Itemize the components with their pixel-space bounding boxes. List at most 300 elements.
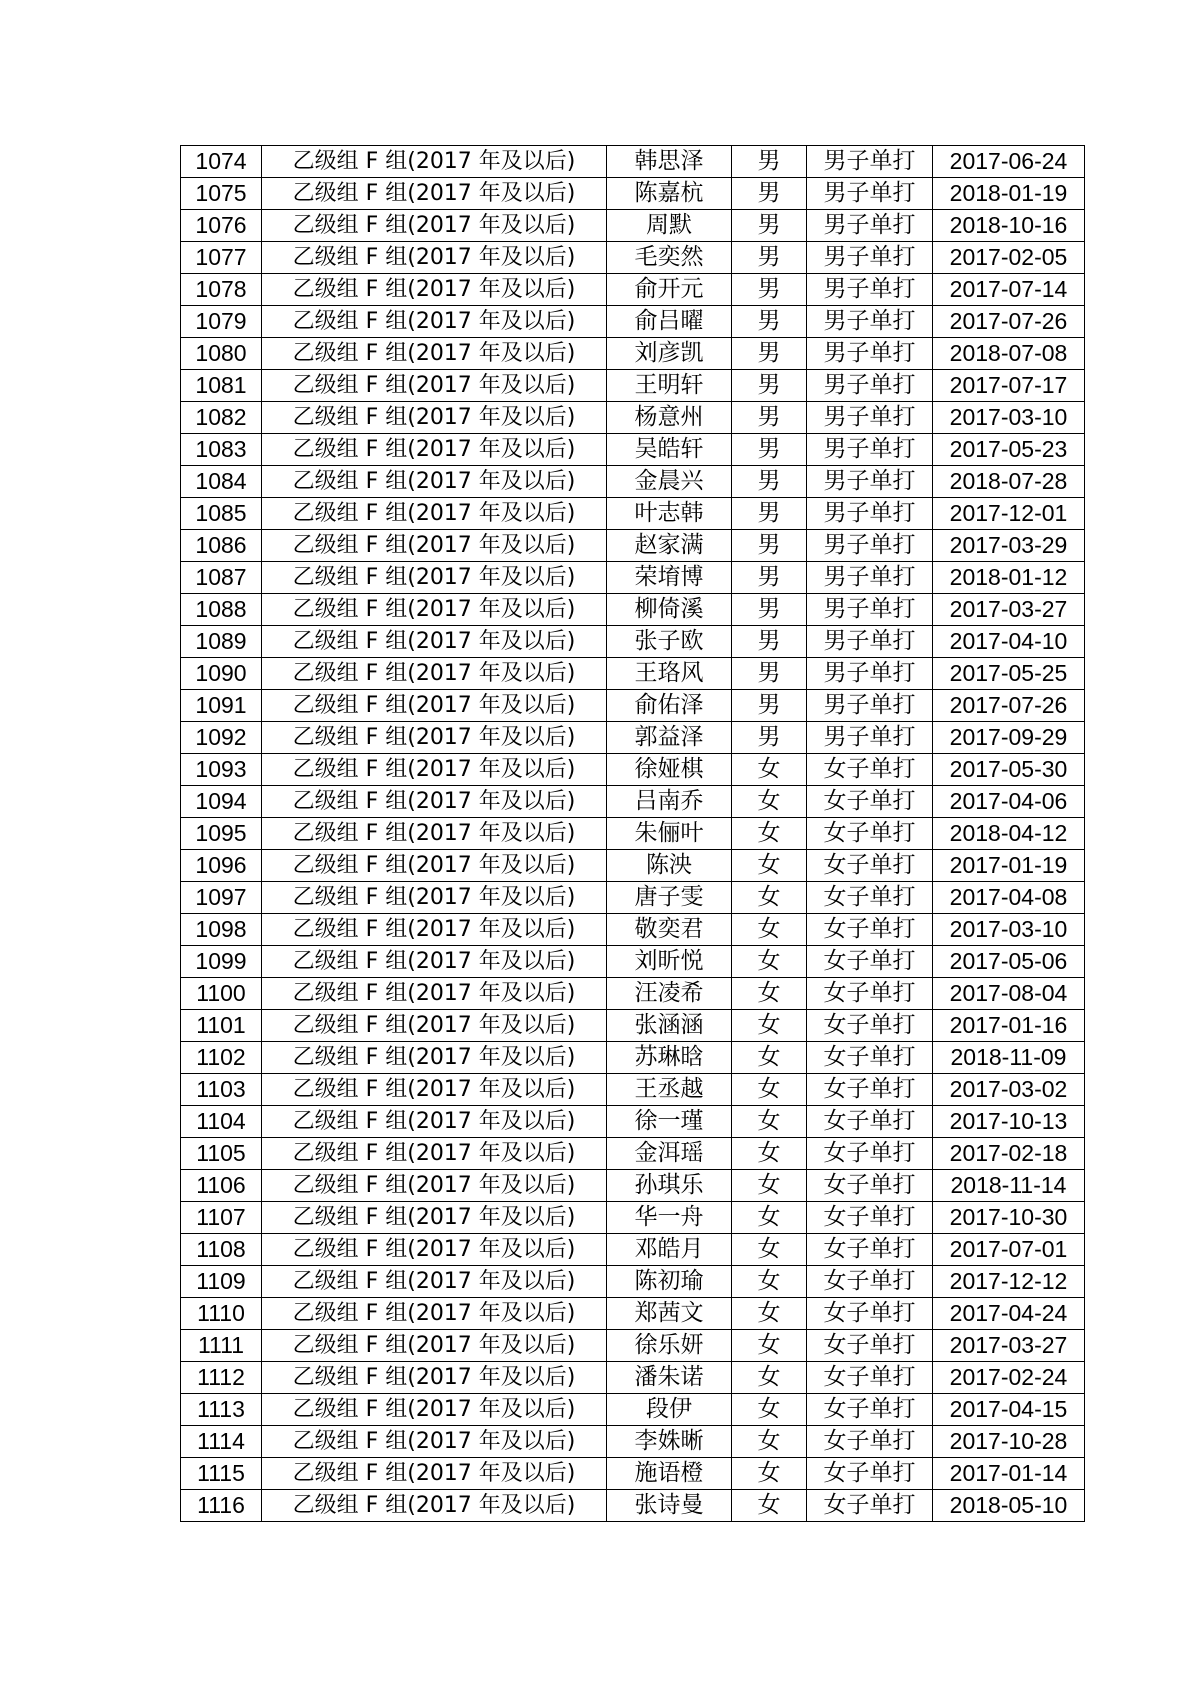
event-cell: 男子单打 (807, 498, 933, 530)
table-row (181, 1106, 1085, 1138)
gender-cell: 女 (732, 818, 807, 850)
gender-cell: 女 (732, 1074, 807, 1106)
gender-cell: 女 (732, 882, 807, 914)
age-group-cell: 乙级组 F 组(2017 年及以后) (262, 402, 607, 434)
player-name-cell: 张子欧 (607, 626, 732, 658)
player-name-cell: 毛奕然 (607, 242, 732, 274)
entry-number-cell: 1113 (181, 1394, 262, 1426)
table-row (181, 1362, 1085, 1394)
table-row (181, 722, 1085, 754)
event-cell: 男子单打 (807, 626, 933, 658)
event-cell: 女子单打 (807, 1394, 933, 1426)
player-name-cell: 金洱瑶 (607, 1138, 732, 1170)
birth-date-cell: 2017-04-15 (933, 1394, 1085, 1426)
event-cell: 女子单打 (807, 882, 933, 914)
player-name-cell: 赵家满 (607, 530, 732, 562)
table-row (181, 1010, 1085, 1042)
event-cell: 女子单打 (807, 754, 933, 786)
event-cell: 女子单打 (807, 978, 933, 1010)
table-row (181, 1042, 1085, 1074)
event-cell: 女子单打 (807, 914, 933, 946)
age-group-cell: 乙级组 F 组(2017 年及以后) (262, 1490, 607, 1522)
birth-date-cell: 2017-10-28 (933, 1426, 1085, 1458)
table-row (181, 242, 1085, 274)
gender-cell: 女 (732, 1330, 807, 1362)
birth-date-cell: 2017-03-10 (933, 402, 1085, 434)
birth-date-cell: 2017-03-27 (933, 594, 1085, 626)
event-cell: 男子单打 (807, 530, 933, 562)
gender-cell: 男 (732, 562, 807, 594)
event-cell: 女子单打 (807, 1266, 933, 1298)
entry-number-cell: 1076 (181, 210, 262, 242)
roster-body (181, 146, 1085, 1522)
birth-date-cell: 2018-11-09 (933, 1042, 1085, 1074)
event-cell: 男子单打 (807, 178, 933, 210)
table-row (181, 690, 1085, 722)
birth-date-cell: 2017-05-23 (933, 434, 1085, 466)
table-row (181, 498, 1085, 530)
age-group-cell: 乙级组 F 组(2017 年及以后) (262, 1330, 607, 1362)
birth-date-cell: 2017-09-29 (933, 722, 1085, 754)
age-group-cell: 乙级组 F 组(2017 年及以后) (262, 946, 607, 978)
event-cell: 女子单打 (807, 1138, 933, 1170)
birth-date-cell: 2017-07-01 (933, 1234, 1085, 1266)
player-name-cell: 刘彦凯 (607, 338, 732, 370)
age-group-cell: 乙级组 F 组(2017 年及以后) (262, 658, 607, 690)
age-group-cell: 乙级组 F 组(2017 年及以后) (262, 1170, 607, 1202)
birth-date-cell: 2017-04-24 (933, 1298, 1085, 1330)
table-row (181, 178, 1085, 210)
gender-cell: 女 (732, 850, 807, 882)
event-cell: 男子单打 (807, 274, 933, 306)
gender-cell: 男 (732, 434, 807, 466)
entry-number-cell: 1102 (181, 1042, 262, 1074)
player-name-cell: 吴皓轩 (607, 434, 732, 466)
age-group-cell: 乙级组 F 组(2017 年及以后) (262, 434, 607, 466)
entry-number-cell: 1084 (181, 466, 262, 498)
age-group-cell: 乙级组 F 组(2017 年及以后) (262, 306, 607, 338)
event-cell: 女子单打 (807, 1458, 933, 1490)
birth-date-cell: 2017-07-26 (933, 690, 1085, 722)
player-name-cell: 孙琪乐 (607, 1170, 732, 1202)
entry-number-cell: 1090 (181, 658, 262, 690)
entry-number-cell: 1092 (181, 722, 262, 754)
player-name-cell: 张涵涵 (607, 1010, 732, 1042)
entry-number-cell: 1086 (181, 530, 262, 562)
entry-number-cell: 1101 (181, 1010, 262, 1042)
gender-cell: 女 (732, 1490, 807, 1522)
gender-cell: 男 (732, 658, 807, 690)
player-name-cell: 陈嘉杭 (607, 178, 732, 210)
event-cell: 男子单打 (807, 594, 933, 626)
table-row (181, 274, 1085, 306)
player-name-cell: 荣堉博 (607, 562, 732, 594)
table-row (181, 626, 1085, 658)
birth-date-cell: 2018-05-10 (933, 1490, 1085, 1522)
birth-date-cell: 2017-03-27 (933, 1330, 1085, 1362)
gender-cell: 男 (732, 498, 807, 530)
age-group-cell: 乙级组 F 组(2017 年及以后) (262, 530, 607, 562)
age-group-cell: 乙级组 F 组(2017 年及以后) (262, 818, 607, 850)
table-row (181, 1426, 1085, 1458)
table-row (181, 1394, 1085, 1426)
table-row (181, 1490, 1085, 1522)
birth-date-cell: 2018-07-28 (933, 466, 1085, 498)
birth-date-cell: 2017-12-12 (933, 1266, 1085, 1298)
age-group-cell: 乙级组 F 组(2017 年及以后) (262, 786, 607, 818)
player-name-cell: 韩思泽 (607, 146, 732, 178)
entry-number-cell: 1105 (181, 1138, 262, 1170)
roster-table (180, 145, 1085, 1522)
player-name-cell: 杨意州 (607, 402, 732, 434)
entry-number-cell: 1085 (181, 498, 262, 530)
event-cell: 男子单打 (807, 722, 933, 754)
player-name-cell: 叶志韩 (607, 498, 732, 530)
entry-number-cell: 1099 (181, 946, 262, 978)
birth-date-cell: 2018-11-14 (933, 1170, 1085, 1202)
event-cell: 女子单打 (807, 850, 933, 882)
birth-date-cell: 2018-10-16 (933, 210, 1085, 242)
table-row (181, 594, 1085, 626)
player-name-cell: 华一舟 (607, 1202, 732, 1234)
gender-cell: 男 (732, 370, 807, 402)
table-row (181, 882, 1085, 914)
gender-cell: 女 (732, 1106, 807, 1138)
birth-date-cell: 2018-01-12 (933, 562, 1085, 594)
gender-cell: 女 (732, 1042, 807, 1074)
table-row (181, 1170, 1085, 1202)
age-group-cell: 乙级组 F 组(2017 年及以后) (262, 1426, 607, 1458)
table-row (181, 1298, 1085, 1330)
player-name-cell: 汪凌希 (607, 978, 732, 1010)
gender-cell: 男 (732, 146, 807, 178)
table-row (181, 210, 1085, 242)
event-cell: 女子单打 (807, 786, 933, 818)
event-cell: 女子单打 (807, 1042, 933, 1074)
player-name-cell: 施语橙 (607, 1458, 732, 1490)
event-cell: 女子单打 (807, 1490, 933, 1522)
table-row (181, 466, 1085, 498)
gender-cell: 女 (732, 1202, 807, 1234)
gender-cell: 女 (732, 1010, 807, 1042)
player-name-cell: 王丞越 (607, 1074, 732, 1106)
entry-number-cell: 1074 (181, 146, 262, 178)
entry-number-cell: 1079 (181, 306, 262, 338)
entry-number-cell: 1081 (181, 370, 262, 402)
birth-date-cell: 2017-07-14 (933, 274, 1085, 306)
event-cell: 男子单打 (807, 690, 933, 722)
birth-date-cell: 2018-01-19 (933, 178, 1085, 210)
entry-number-cell: 1078 (181, 274, 262, 306)
birth-date-cell: 2017-10-30 (933, 1202, 1085, 1234)
gender-cell: 男 (732, 530, 807, 562)
table-row (181, 1458, 1085, 1490)
gender-cell: 男 (732, 466, 807, 498)
birth-date-cell: 2017-05-06 (933, 946, 1085, 978)
age-group-cell: 乙级组 F 组(2017 年及以后) (262, 210, 607, 242)
event-cell: 女子单打 (807, 818, 933, 850)
entry-number-cell: 1087 (181, 562, 262, 594)
birth-date-cell: 2017-03-10 (933, 914, 1085, 946)
gender-cell: 女 (732, 1426, 807, 1458)
player-name-cell: 王珞风 (607, 658, 732, 690)
table-row (181, 562, 1085, 594)
age-group-cell: 乙级组 F 组(2017 年及以后) (262, 274, 607, 306)
birth-date-cell: 2017-08-04 (933, 978, 1085, 1010)
age-group-cell: 乙级组 F 组(2017 年及以后) (262, 1394, 607, 1426)
entry-number-cell: 1097 (181, 882, 262, 914)
entry-number-cell: 1077 (181, 242, 262, 274)
event-cell: 男子单打 (807, 466, 933, 498)
birth-date-cell: 2017-03-29 (933, 530, 1085, 562)
entry-number-cell: 1100 (181, 978, 262, 1010)
gender-cell: 女 (732, 1266, 807, 1298)
player-name-cell: 郑茜文 (607, 1298, 732, 1330)
gender-cell: 女 (732, 1234, 807, 1266)
entry-number-cell: 1114 (181, 1426, 262, 1458)
table-row (181, 754, 1085, 786)
entry-number-cell: 1106 (181, 1170, 262, 1202)
age-group-cell: 乙级组 F 组(2017 年及以后) (262, 594, 607, 626)
entry-number-cell: 1075 (181, 178, 262, 210)
gender-cell: 女 (732, 754, 807, 786)
age-group-cell: 乙级组 F 组(2017 年及以后) (262, 562, 607, 594)
player-name-cell: 王明轩 (607, 370, 732, 402)
player-name-cell: 段伊 (607, 1394, 732, 1426)
player-name-cell: 潘朱诺 (607, 1362, 732, 1394)
age-group-cell: 乙级组 F 组(2017 年及以后) (262, 1106, 607, 1138)
event-cell: 女子单打 (807, 1202, 933, 1234)
entry-number-cell: 1094 (181, 786, 262, 818)
player-name-cell: 徐一瑾 (607, 1106, 732, 1138)
birth-date-cell: 2017-04-06 (933, 786, 1085, 818)
table-row (181, 146, 1085, 178)
table-row (181, 946, 1085, 978)
event-cell: 男子单打 (807, 210, 933, 242)
age-group-cell: 乙级组 F 组(2017 年及以后) (262, 914, 607, 946)
birth-date-cell: 2017-04-08 (933, 882, 1085, 914)
entry-number-cell: 1103 (181, 1074, 262, 1106)
player-name-cell: 柳倚溪 (607, 594, 732, 626)
age-group-cell: 乙级组 F 组(2017 年及以后) (262, 1074, 607, 1106)
player-name-cell: 徐乐妍 (607, 1330, 732, 1362)
table-row (181, 914, 1085, 946)
entry-number-cell: 1089 (181, 626, 262, 658)
birth-date-cell: 2017-02-05 (933, 242, 1085, 274)
event-cell: 男子单打 (807, 562, 933, 594)
event-cell: 女子单打 (807, 1010, 933, 1042)
gender-cell: 男 (732, 274, 807, 306)
birth-date-cell: 2017-10-13 (933, 1106, 1085, 1138)
entry-number-cell: 1091 (181, 690, 262, 722)
event-cell: 男子单打 (807, 338, 933, 370)
player-name-cell: 唐子雯 (607, 882, 732, 914)
entry-number-cell: 1109 (181, 1266, 262, 1298)
gender-cell: 男 (732, 690, 807, 722)
age-group-cell: 乙级组 F 组(2017 年及以后) (262, 1266, 607, 1298)
gender-cell: 女 (732, 1394, 807, 1426)
table-row (181, 850, 1085, 882)
table-row (181, 530, 1085, 562)
birth-date-cell: 2017-01-19 (933, 850, 1085, 882)
table-row (181, 1202, 1085, 1234)
birth-date-cell: 2018-04-12 (933, 818, 1085, 850)
age-group-cell: 乙级组 F 组(2017 年及以后) (262, 722, 607, 754)
event-cell: 女子单打 (807, 1330, 933, 1362)
event-cell: 女子单打 (807, 1426, 933, 1458)
player-name-cell: 苏琳晗 (607, 1042, 732, 1074)
gender-cell: 女 (732, 1458, 807, 1490)
gender-cell: 男 (732, 210, 807, 242)
birth-date-cell: 2017-01-14 (933, 1458, 1085, 1490)
entry-number-cell: 1096 (181, 850, 262, 882)
event-cell: 男子单打 (807, 370, 933, 402)
event-cell: 女子单打 (807, 1106, 933, 1138)
birth-date-cell: 2017-02-24 (933, 1362, 1085, 1394)
age-group-cell: 乙级组 F 组(2017 年及以后) (262, 1138, 607, 1170)
player-name-cell: 敬奕君 (607, 914, 732, 946)
age-group-cell: 乙级组 F 组(2017 年及以后) (262, 242, 607, 274)
gender-cell: 男 (732, 338, 807, 370)
entry-number-cell: 1112 (181, 1362, 262, 1394)
table-row (181, 658, 1085, 690)
entry-number-cell: 1083 (181, 434, 262, 466)
player-name-cell: 张诗曼 (607, 1490, 732, 1522)
gender-cell: 女 (732, 1138, 807, 1170)
table-row (181, 1234, 1085, 1266)
table-row (181, 978, 1085, 1010)
entry-number-cell: 1080 (181, 338, 262, 370)
event-cell: 男子单打 (807, 402, 933, 434)
age-group-cell: 乙级组 F 组(2017 年及以后) (262, 1298, 607, 1330)
player-name-cell: 周默 (607, 210, 732, 242)
gender-cell: 女 (732, 1170, 807, 1202)
table-row (181, 370, 1085, 402)
gender-cell: 女 (732, 914, 807, 946)
entry-number-cell: 1111 (181, 1330, 262, 1362)
event-cell: 男子单打 (807, 658, 933, 690)
birth-date-cell: 2017-07-26 (933, 306, 1085, 338)
event-cell: 男子单打 (807, 146, 933, 178)
player-name-cell: 李姝晰 (607, 1426, 732, 1458)
entry-number-cell: 1110 (181, 1298, 262, 1330)
age-group-cell: 乙级组 F 组(2017 年及以后) (262, 1010, 607, 1042)
age-group-cell: 乙级组 F 组(2017 年及以后) (262, 690, 607, 722)
entry-number-cell: 1098 (181, 914, 262, 946)
player-name-cell: 刘昕悦 (607, 946, 732, 978)
entry-number-cell: 1082 (181, 402, 262, 434)
birth-date-cell: 2017-07-17 (933, 370, 1085, 402)
entry-number-cell: 1093 (181, 754, 262, 786)
age-group-cell: 乙级组 F 组(2017 年及以后) (262, 466, 607, 498)
player-name-cell: 邓皓月 (607, 1234, 732, 1266)
gender-cell: 男 (732, 626, 807, 658)
event-cell: 女子单打 (807, 1234, 933, 1266)
age-group-cell: 乙级组 F 组(2017 年及以后) (262, 1362, 607, 1394)
age-group-cell: 乙级组 F 组(2017 年及以后) (262, 370, 607, 402)
table-row (181, 1138, 1085, 1170)
age-group-cell: 乙级组 F 组(2017 年及以后) (262, 1202, 607, 1234)
event-cell: 男子单打 (807, 306, 933, 338)
gender-cell: 女 (732, 786, 807, 818)
player-name-cell: 朱俪叶 (607, 818, 732, 850)
age-group-cell: 乙级组 F 组(2017 年及以后) (262, 754, 607, 786)
player-name-cell: 俞吕曜 (607, 306, 732, 338)
birth-date-cell: 2017-02-18 (933, 1138, 1085, 1170)
table-row (181, 818, 1085, 850)
table-row (181, 1330, 1085, 1362)
table-row (181, 306, 1085, 338)
entry-number-cell: 1088 (181, 594, 262, 626)
event-cell: 女子单打 (807, 1298, 933, 1330)
birth-date-cell: 2018-07-08 (933, 338, 1085, 370)
event-cell: 男子单打 (807, 434, 933, 466)
player-name-cell: 俞开元 (607, 274, 732, 306)
event-cell: 女子单打 (807, 946, 933, 978)
entry-number-cell: 1116 (181, 1490, 262, 1522)
birth-date-cell: 2017-01-16 (933, 1010, 1085, 1042)
age-group-cell: 乙级组 F 组(2017 年及以后) (262, 498, 607, 530)
entry-number-cell: 1095 (181, 818, 262, 850)
player-name-cell: 吕南乔 (607, 786, 732, 818)
birth-date-cell: 2017-05-30 (933, 754, 1085, 786)
gender-cell: 女 (732, 1298, 807, 1330)
event-cell: 男子单打 (807, 242, 933, 274)
gender-cell: 男 (732, 178, 807, 210)
table-row (181, 786, 1085, 818)
age-group-cell: 乙级组 F 组(2017 年及以后) (262, 626, 607, 658)
birth-date-cell: 2017-04-10 (933, 626, 1085, 658)
player-name-cell: 徐娅棋 (607, 754, 732, 786)
player-name-cell: 金晨兴 (607, 466, 732, 498)
age-group-cell: 乙级组 F 组(2017 年及以后) (262, 1234, 607, 1266)
gender-cell: 男 (732, 402, 807, 434)
age-group-cell: 乙级组 F 组(2017 年及以后) (262, 146, 607, 178)
age-group-cell: 乙级组 F 组(2017 年及以后) (262, 338, 607, 370)
player-name-cell: 陈泱 (607, 850, 732, 882)
age-group-cell: 乙级组 F 组(2017 年及以后) (262, 1458, 607, 1490)
player-name-cell: 郭益泽 (607, 722, 732, 754)
event-cell: 女子单打 (807, 1170, 933, 1202)
table-row (181, 1074, 1085, 1106)
birth-date-cell: 2017-06-24 (933, 146, 1085, 178)
table-row (181, 338, 1085, 370)
birth-date-cell: 2017-03-02 (933, 1074, 1085, 1106)
entry-number-cell: 1107 (181, 1202, 262, 1234)
birth-date-cell: 2017-12-01 (933, 498, 1085, 530)
table-row (181, 1266, 1085, 1298)
entry-number-cell: 1115 (181, 1458, 262, 1490)
gender-cell: 男 (732, 306, 807, 338)
gender-cell: 女 (732, 946, 807, 978)
entry-number-cell: 1104 (181, 1106, 262, 1138)
gender-cell: 男 (732, 722, 807, 754)
gender-cell: 男 (732, 242, 807, 274)
player-name-cell: 俞佑泽 (607, 690, 732, 722)
gender-cell: 女 (732, 1362, 807, 1394)
age-group-cell: 乙级组 F 组(2017 年及以后) (262, 850, 607, 882)
birth-date-cell: 2017-05-25 (933, 658, 1085, 690)
entry-number-cell: 1108 (181, 1234, 262, 1266)
age-group-cell: 乙级组 F 组(2017 年及以后) (262, 882, 607, 914)
age-group-cell: 乙级组 F 组(2017 年及以后) (262, 1042, 607, 1074)
table-row (181, 434, 1085, 466)
table-row (181, 402, 1085, 434)
age-group-cell: 乙级组 F 组(2017 年及以后) (262, 178, 607, 210)
gender-cell: 女 (732, 978, 807, 1010)
age-group-cell: 乙级组 F 组(2017 年及以后) (262, 978, 607, 1010)
player-name-cell: 陈初瑜 (607, 1266, 732, 1298)
